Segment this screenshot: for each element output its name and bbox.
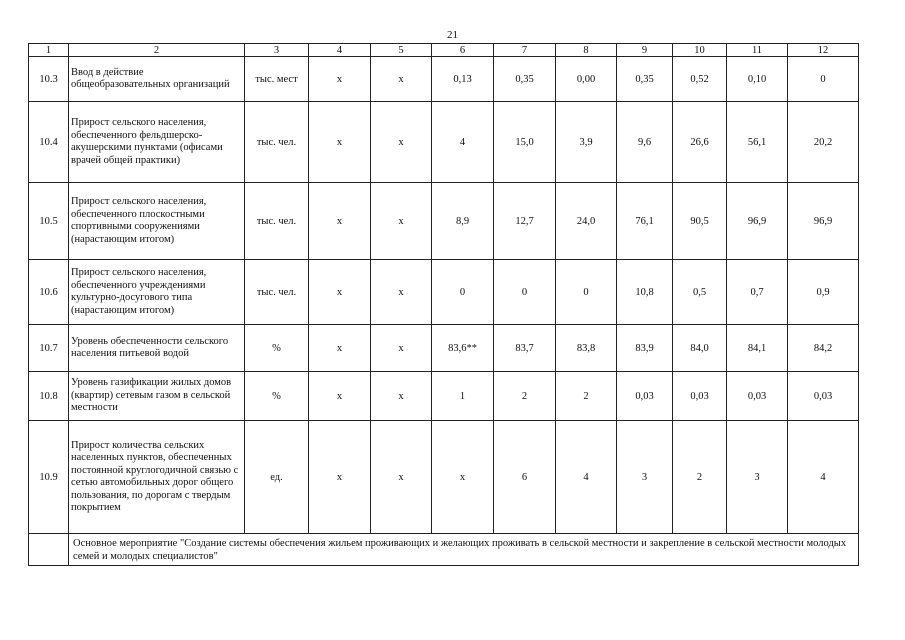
value-cell: 24,0: [556, 183, 617, 260]
table-row: [29, 57, 859, 102]
value-cell: 0: [494, 260, 556, 325]
value-cell: 83,7: [494, 325, 556, 372]
value-cell: 3: [617, 421, 673, 534]
unit-cell: %: [245, 372, 309, 421]
unit-cell: %: [245, 325, 309, 372]
value-cell: 0,00: [556, 57, 617, 102]
value-cell: 83,9: [617, 325, 673, 372]
value-cell: 2: [556, 372, 617, 421]
value-cell: х: [309, 421, 371, 534]
column-header: 3: [245, 44, 309, 57]
row-number: 10.6: [29, 260, 69, 325]
value-cell: 8,9: [432, 183, 494, 260]
value-cell: 0,52: [673, 57, 727, 102]
value-cell: 0: [788, 57, 859, 102]
table-row: [29, 260, 859, 325]
value-cell: х: [371, 260, 432, 325]
value-cell: 83,6**: [432, 325, 494, 372]
value-cell: х: [371, 183, 432, 260]
value-cell: х: [432, 421, 494, 534]
value-cell: 0,03: [673, 372, 727, 421]
value-cell: 3,9: [556, 102, 617, 183]
value-cell: 6: [494, 421, 556, 534]
indicator-name: Прирост сельского населения, обеспеченного плоскостными спортивными сооружениями (нарастающим итогом): [69, 183, 245, 260]
value-cell: 2: [673, 421, 727, 534]
value-cell: 96,9: [788, 183, 859, 260]
page-number: 21: [447, 29, 458, 41]
row-number: [29, 534, 69, 566]
value-cell: х: [309, 102, 371, 183]
value-cell: 0,03: [617, 372, 673, 421]
value-cell: 4: [556, 421, 617, 534]
column-header: 12: [788, 44, 859, 57]
value-cell: 4: [432, 102, 494, 183]
value-cell: 0: [556, 260, 617, 325]
value-cell: х: [309, 260, 371, 325]
value-cell: 83,8: [556, 325, 617, 372]
column-header: 2: [69, 44, 245, 57]
value-cell: х: [309, 325, 371, 372]
value-cell: х: [371, 325, 432, 372]
value-cell: 0,35: [494, 57, 556, 102]
value-cell: 90,5: [673, 183, 727, 260]
value-cell: 84,1: [727, 325, 788, 372]
value-cell: 0,13: [432, 57, 494, 102]
row-number: 10.5: [29, 183, 69, 260]
column-header: 1: [29, 44, 69, 57]
value-cell: х: [371, 372, 432, 421]
value-cell: 1: [432, 372, 494, 421]
column-header: 6: [432, 44, 494, 57]
value-cell: 0,7: [727, 260, 788, 325]
column-header: 4: [309, 44, 371, 57]
value-cell: х: [371, 57, 432, 102]
column-header: 8: [556, 44, 617, 57]
value-cell: х: [371, 421, 432, 534]
value-cell: 20,2: [788, 102, 859, 183]
value-cell: 0,5: [673, 260, 727, 325]
value-cell: 96,9: [727, 183, 788, 260]
value-cell: 2: [494, 372, 556, 421]
unit-cell: ед.: [245, 421, 309, 534]
column-header: 9: [617, 44, 673, 57]
column-header: 7: [494, 44, 556, 57]
value-cell: 9,6: [617, 102, 673, 183]
unit-cell: тыс. чел.: [245, 260, 309, 325]
value-cell: х: [309, 183, 371, 260]
indicator-name: Ввод в действие общеобразовательных организаций: [69, 57, 245, 102]
table-row: [29, 421, 859, 534]
indicator-name: Прирост сельского населения, обеспеченного учреждениями культурно-досугового типа (нарастающим итогом): [69, 260, 245, 325]
column-header: 11: [727, 44, 788, 57]
indicator-name: Прирост сельского населения, обеспеченного фельдшерско-акушерскими пунктами (офисами врачей общей практики): [69, 102, 245, 183]
value-cell: 26,6: [673, 102, 727, 183]
value-cell: 0,03: [727, 372, 788, 421]
value-cell: 12,7: [494, 183, 556, 260]
table-row: [29, 372, 859, 421]
row-number: 10.7: [29, 325, 69, 372]
unit-cell: тыс. чел.: [245, 183, 309, 260]
value-cell: х: [309, 372, 371, 421]
row-number: 10.8: [29, 372, 69, 421]
column-header: 5: [371, 44, 432, 57]
value-cell: 0: [432, 260, 494, 325]
value-cell: 84,0: [673, 325, 727, 372]
value-cell: 3: [727, 421, 788, 534]
unit-cell: тыс. мест: [245, 57, 309, 102]
row-number: 10.3: [29, 57, 69, 102]
indicator-name: Прирост количества сельских населенных пунктов, обеспеченных постоянной круглогодичной связью с сетью автомобильных дорог общего пользования, по дорогам с твердым покрытием: [69, 421, 245, 534]
indicators-table: [28, 43, 859, 566]
value-cell: 0,9: [788, 260, 859, 325]
value-cell: х: [309, 57, 371, 102]
value-cell: 10,8: [617, 260, 673, 325]
value-cell: 84,2: [788, 325, 859, 372]
indicator-name: Уровень обеспеченности сельского населения питьевой водой: [69, 325, 245, 372]
value-cell: 0,35: [617, 57, 673, 102]
indicator-name: Уровень газификации жилых домов (квартир) сетевым газом в сельской местности: [69, 372, 245, 421]
section-title: Основное мероприятие "Создание системы обеспечения жильем проживающих и желающих проживать в сельской местности и закрепление в сельской местности молодых семей и молодых специалистов": [69, 534, 859, 566]
unit-cell: тыс. чел.: [245, 102, 309, 183]
table-row: [29, 325, 859, 372]
value-cell: 4: [788, 421, 859, 534]
column-header: 10: [673, 44, 727, 57]
value-cell: 76,1: [617, 183, 673, 260]
value-cell: 56,1: [727, 102, 788, 183]
section-row: [29, 534, 859, 566]
value-cell: х: [371, 102, 432, 183]
row-number: 10.9: [29, 421, 69, 534]
value-cell: 15,0: [494, 102, 556, 183]
column-number-row: [29, 44, 859, 57]
value-cell: 0,03: [788, 372, 859, 421]
value-cell: 0,10: [727, 57, 788, 102]
row-number: 10.4: [29, 102, 69, 183]
table-row: [29, 183, 859, 260]
table-row: [29, 102, 859, 183]
